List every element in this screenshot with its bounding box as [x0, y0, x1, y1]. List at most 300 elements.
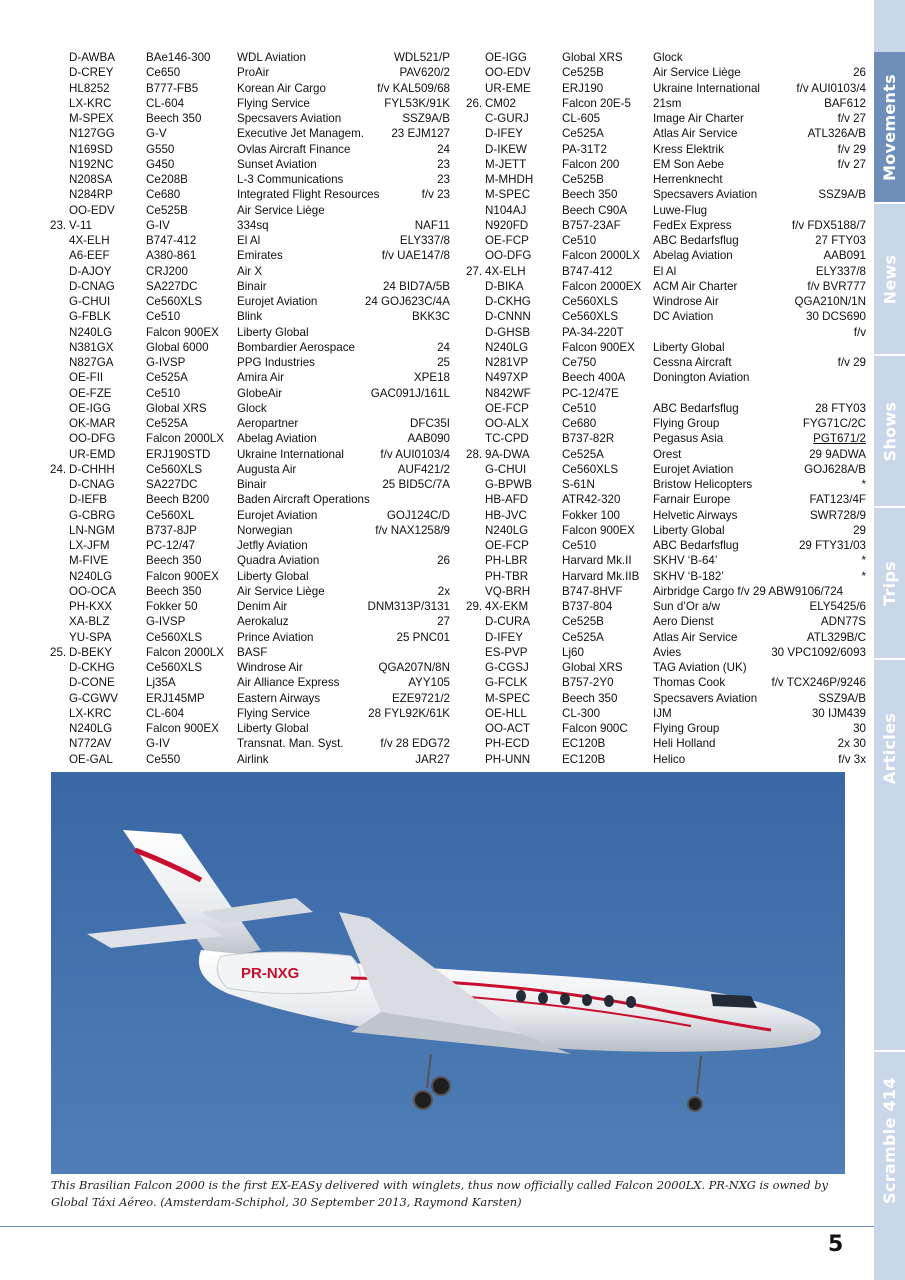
movement-registration: PH-LBR — [485, 554, 528, 568]
movement-aircraft-type: CL-604 — [146, 706, 185, 720]
movement-aircraft-type: Falcon 2000EX — [562, 279, 642, 293]
movement-operator: Luwe-Flug — [653, 203, 708, 217]
movement-operator: El Al — [237, 234, 261, 247]
movement-aircraft-type: Ce560XLS — [562, 295, 619, 308]
movement-flight-info: 27 — [437, 615, 450, 629]
movement-operator: Farnair Europe — [653, 493, 731, 507]
movement-registration: VQ-BRH — [485, 584, 531, 598]
movement-operator: Binair — [237, 478, 267, 491]
movement-row — [50, 584, 450, 599]
movement-aircraft-type: SA227DC — [146, 279, 198, 293]
movement-flight-info: f/v — [853, 325, 866, 339]
movement-aircraft-type: PC-12/47E — [562, 386, 619, 400]
movement-operator: Sun d’Or a/w — [653, 600, 721, 613]
movement-registration: XA-BLZ — [69, 615, 110, 629]
movement-row — [50, 325, 450, 340]
movement-operator: Flying Service — [237, 96, 310, 110]
movement-registration: N920FD — [485, 218, 529, 232]
movement-registration: D-CNAG — [69, 478, 115, 491]
movement-aircraft-type: B737-804 — [562, 600, 613, 613]
movement-registration: YU-SPA — [69, 630, 112, 644]
movement-row — [50, 248, 450, 263]
movement-registration: LX-JFM — [69, 539, 110, 552]
movement-flight-info: f/v TCX246P/9246 — [771, 676, 866, 690]
movement-flight-info: ELY5425/6 — [809, 600, 866, 613]
movement-row — [466, 401, 866, 416]
movement-registration: D-CKHG — [485, 295, 531, 308]
movement-registration: D-IEFB — [69, 493, 108, 507]
movement-operator: Baden Aircraft Operations — [237, 493, 370, 507]
movement-registration: D-CONE — [69, 676, 115, 690]
movement-aircraft-type: B737-8JP — [146, 523, 197, 537]
movement-row — [466, 645, 866, 660]
movement-flight-info: 23 — [437, 173, 450, 186]
movement-operator: PPG Industries — [237, 356, 315, 369]
movement-registration: HB-JVC — [485, 508, 527, 522]
movement-aircraft-type: Falcon 900EX — [562, 523, 635, 537]
movement-operator: Liberty Global — [237, 722, 309, 735]
movement-aircraft-type: Ce510 — [562, 401, 597, 415]
movement-flight-info: ELY337/8 — [815, 264, 866, 278]
movement-operator: TAG Aviation (UK) — [653, 661, 747, 674]
movement-operator: Ukraine International — [237, 447, 344, 461]
movement-operator: Eastern Airways — [237, 691, 321, 705]
movement-registration: M-MHDH — [485, 173, 534, 186]
movement-flight-info: SSZ9A/B — [818, 691, 866, 705]
movement-registration: N104AJ — [485, 203, 527, 217]
movement-flight-info: BKK3C — [411, 310, 450, 324]
movement-operator: Transnat. Man. Syst. — [237, 737, 344, 751]
movement-row — [50, 370, 450, 385]
movement-operator: Air Alliance Express — [237, 676, 340, 690]
movement-row — [466, 599, 866, 614]
movement-registration: D-CNAG — [69, 279, 115, 293]
movement-aircraft-type: Ce525A — [562, 447, 604, 461]
movement-flight-info: PGT671/2 — [813, 432, 866, 446]
movement-aircraft-type: G550 — [146, 142, 175, 156]
movement-row — [50, 645, 450, 660]
movement-row — [466, 721, 866, 736]
movement-operator: Pegasus Asia — [653, 432, 724, 446]
movement-operator: Glock — [237, 401, 267, 415]
movement-row — [466, 706, 866, 721]
movement-flight-info: ELY337/8 — [399, 234, 450, 247]
movement-row — [466, 584, 866, 599]
movement-operator: Herrenknecht — [653, 173, 723, 186]
movement-flight-info: 2x 30 — [837, 737, 866, 751]
movement-aircraft-type: Ce560XL — [146, 508, 195, 522]
movement-registration: N842WF — [485, 386, 531, 400]
movement-operator: Aero Dienst — [653, 615, 714, 629]
movement-registration: OE-IGG — [69, 401, 111, 415]
movement-aircraft-type: Ce560XLS — [562, 462, 619, 476]
movement-operator: Bombardier Aerospace — [237, 340, 355, 354]
movement-registration: N240LG — [69, 722, 113, 735]
movement-registration: HB-AFD — [485, 493, 529, 507]
movement-flight-info: 30 — [853, 722, 866, 735]
movement-operator: Denim Air — [237, 600, 288, 613]
movement-registration: OE-FZE — [69, 386, 112, 400]
movement-operator: Helico — [653, 752, 686, 766]
movement-row — [466, 111, 866, 126]
movement-aircraft-type: CL-604 — [146, 96, 185, 110]
movement-aircraft-type: G-V — [146, 127, 167, 141]
movement-registration: M-SPEX — [69, 112, 114, 125]
movement-operator: Windrose Air — [653, 295, 719, 308]
movement-registration: M-FIVE — [69, 554, 109, 568]
movement-operator: Flying Group — [653, 417, 720, 430]
movement-operator: Executive Jet Managem. — [237, 127, 364, 141]
movement-row — [466, 172, 866, 187]
movement-row — [50, 126, 450, 141]
movement-registration: UR-EME — [485, 81, 531, 95]
movement-row — [50, 218, 450, 233]
movement-operator: Windrose Air — [237, 661, 303, 674]
movement-registration: N827GA — [69, 356, 114, 369]
movement-row — [466, 294, 866, 309]
movement-operator: IJM — [653, 706, 672, 720]
movement-operator: El Al — [653, 264, 677, 278]
movement-operator: Air Service Liège — [237, 584, 325, 598]
movement-registration: N192NC — [69, 157, 114, 171]
movement-registration: D-CURA — [485, 615, 531, 629]
movement-operator: Bristow Helicopters — [653, 478, 753, 491]
movement-date: 26. — [466, 96, 483, 110]
movement-flight-info: * — [861, 569, 866, 583]
movement-operator: Norwegian — [237, 523, 293, 537]
movement-operator: ABC Bedarfsflug — [653, 234, 739, 247]
movement-flight-info: 25 — [437, 356, 450, 369]
movement-row — [50, 691, 450, 706]
movement-operator: SKHV ‘B-182’ — [653, 569, 724, 583]
movement-registration: PH-KXX — [69, 600, 113, 613]
movement-operator: Eurojet Aviation — [237, 508, 318, 522]
movement-aircraft-type: G-IV — [146, 218, 170, 232]
movement-aircraft-type: Ce510 — [146, 310, 181, 324]
movement-operator: Liberty Global — [237, 325, 309, 339]
movement-aircraft-type: Beech 350 — [562, 691, 618, 705]
movement-row — [466, 660, 866, 675]
movement-flight-info: f/v 29 — [837, 356, 866, 369]
movement-aircraft-type: Ce208B — [146, 173, 188, 186]
movement-row — [50, 630, 450, 645]
movement-aircraft-type: Ce560XLS — [146, 295, 203, 308]
movement-row — [50, 614, 450, 629]
tab-trips[interactable]: Trips — [880, 560, 900, 606]
movement-flight-info: 25 PNC01 — [396, 630, 450, 644]
movement-aircraft-type: G450 — [146, 157, 175, 171]
movement-operator: Ukraine International — [653, 81, 760, 95]
movement-flight-info: f/v NAX1258/9 — [375, 523, 450, 537]
movement-flight-info: f/v 23 — [421, 188, 450, 202]
movement-row — [50, 264, 450, 279]
movement-row — [466, 447, 866, 462]
movement-registration: G-FCLK — [485, 676, 528, 690]
tab-articles[interactable]: Articles — [880, 712, 899, 784]
movement-aircraft-type: G-IVSP — [146, 356, 186, 369]
movement-row — [466, 752, 866, 767]
tab-news[interactable]: News — [880, 254, 899, 304]
movement-aircraft-type: B737-82R — [562, 432, 615, 446]
movement-aircraft-type: Falcon 900C — [562, 722, 628, 735]
movement-row — [466, 431, 866, 446]
movement-flight-info: * — [861, 478, 866, 491]
movement-row — [466, 340, 866, 355]
movement-flight-info: 23 EJM127 — [391, 127, 450, 141]
movement-flight-info: f/v KAL509/68 — [377, 81, 450, 95]
movement-row — [50, 172, 450, 187]
movement-registration: N169SD — [69, 142, 113, 156]
movement-aircraft-type: Ce750 — [562, 356, 597, 369]
movement-row — [466, 553, 866, 568]
movement-flight-info: 24 BID7A/5B — [382, 279, 450, 293]
movement-registration: N240LG — [485, 523, 529, 537]
movement-operator: Heli Holland — [653, 737, 716, 751]
movement-flight-info: QGA210N/1N — [794, 295, 866, 308]
movement-flight-info: f/v BVR777 — [807, 279, 866, 293]
movement-aircraft-type: Ce525A — [146, 417, 188, 430]
movement-aircraft-type: Ce525B — [562, 173, 604, 186]
movement-flight-info: f/v UAE147/8 — [381, 249, 450, 263]
movement-aircraft-type: A380-861 — [146, 249, 197, 263]
movement-operator: Abelag Aviation — [653, 249, 733, 263]
movement-flight-info: AAB090 — [407, 432, 450, 446]
movement-flight-info: QGA207N/8N — [378, 661, 450, 674]
movement-operator: Flying Service — [237, 706, 310, 720]
movement-aircraft-type: Ce510 — [562, 234, 597, 247]
movement-operator: FedEx Express — [653, 218, 732, 232]
movement-row — [466, 187, 866, 202]
movement-operator: Kress Elektrik — [653, 142, 724, 156]
movement-registration: OO-ALX — [485, 417, 529, 430]
movement-aircraft-type: BAe146-300 — [146, 51, 211, 64]
movement-flight-info: FAT123/4F — [809, 493, 866, 507]
movement-row — [50, 431, 450, 446]
movement-registration: OE-IGG — [485, 51, 527, 64]
movement-registration: D-BEKY — [69, 645, 113, 659]
movement-date: 25. — [50, 645, 67, 659]
movement-aircraft-type: Harvard Mk.IIB — [562, 569, 640, 583]
movement-flight-info: f/v 27 — [837, 157, 866, 171]
movement-aircraft-type: Ce680 — [562, 417, 597, 430]
movement-aircraft-type: SA227DC — [146, 478, 198, 491]
movement-row — [50, 340, 450, 355]
movement-registration: N240LG — [485, 340, 529, 354]
movement-row — [50, 447, 450, 462]
movement-flight-info: FYL53K/91K — [384, 96, 450, 110]
movement-date: 23. — [50, 218, 67, 232]
movement-registration: HL8252 — [69, 81, 110, 95]
movement-row — [466, 355, 866, 370]
movement-registration: N240LG — [69, 325, 113, 339]
movement-operator: GlobeAir — [237, 386, 283, 400]
movement-row — [466, 462, 866, 477]
movement-registration: OE-FCP — [485, 401, 529, 415]
tab-shows[interactable]: Shows — [880, 401, 899, 461]
movement-flight-info: 28 FTY03 — [815, 401, 866, 415]
movement-flight-info: f/v 29 — [837, 142, 866, 156]
movement-aircraft-type: Beech C90A — [562, 203, 628, 217]
movement-operator: Emirates — [237, 249, 283, 263]
movement-registration: G-FBLK — [69, 310, 111, 324]
movement-row — [50, 675, 450, 690]
movement-row — [466, 157, 866, 172]
movement-registration: N497XP — [485, 371, 529, 385]
page-number: 5 — [828, 1232, 844, 1257]
movement-operator: Image Air Charter — [653, 112, 744, 125]
movement-registration: OO-DFG — [69, 432, 116, 446]
movement-registration: PH-ECD — [485, 737, 530, 751]
tab-scramble-414[interactable]: Scramble 414 — [880, 1076, 900, 1204]
movement-registration: N281VP — [485, 356, 529, 369]
movement-flight-info: SSZ9A/B — [402, 112, 450, 125]
movement-row — [50, 508, 450, 523]
movement-operator: EM Son Aebe — [653, 157, 724, 171]
movement-operator: Air Service Liège — [653, 66, 741, 80]
movement-flight-info: AAB091 — [823, 249, 866, 263]
section-tabs — [874, 0, 905, 1280]
movement-flight-info: DFC35I — [410, 417, 450, 430]
movement-flight-info: GOJ124C/D — [386, 508, 450, 522]
movement-row — [466, 248, 866, 263]
movement-row — [50, 187, 450, 202]
movement-registration: D-CHHH — [69, 462, 115, 476]
movement-operator: Specsavers Aviation — [653, 188, 758, 202]
movement-operator: Airbridge Cargo f/v 29 ABW9106/724 — [653, 584, 844, 598]
movement-operator: Quadra Aviation — [237, 554, 320, 568]
movement-row — [466, 691, 866, 706]
movement-aircraft-type: Falcon 900EX — [146, 722, 219, 735]
movement-flight-info: AUF421/2 — [397, 462, 450, 476]
movement-row — [466, 370, 866, 385]
movement-row — [466, 142, 866, 157]
movement-registration: G-BPWB — [485, 478, 533, 491]
movement-row — [50, 203, 450, 218]
movement-aircraft-type: S-61N — [562, 478, 595, 491]
movement-row — [466, 218, 866, 233]
movement-operator: Air X — [237, 264, 263, 278]
movement-flight-info: DNM313P/3131 — [367, 600, 450, 613]
movement-operator: Augusta Air — [237, 462, 297, 476]
movement-registration: 4X-ELH — [69, 234, 110, 247]
movement-aircraft-type: Falcon 2000LX — [146, 432, 224, 446]
movement-operator: Air Service Liège — [237, 203, 325, 217]
movement-aircraft-type: B747-412 — [146, 234, 197, 247]
movement-registration: N127GG — [69, 127, 115, 141]
movement-flight-info: 26 — [853, 66, 866, 80]
movement-operator: Atlas Air Service — [653, 127, 738, 141]
movement-flight-info: 27 FTY03 — [815, 234, 866, 247]
movement-aircraft-type: ERJ190STD — [146, 447, 211, 461]
movement-flight-info: 29 FTY31/03 — [798, 539, 866, 552]
movement-flight-info: 24 — [437, 340, 450, 354]
movement-operator: Blink — [237, 310, 263, 324]
movement-aircraft-type: ERJ145MP — [146, 691, 205, 705]
movement-aircraft-type: B757-23AF — [562, 218, 621, 232]
tab-movements[interactable]: Movements — [874, 52, 905, 202]
movement-aircraft-type: Ce680 — [146, 188, 181, 202]
movement-registration: D-AWBA — [69, 51, 115, 64]
movement-aircraft-type: Ce525A — [562, 127, 604, 141]
movement-aircraft-type: Falcon 2000LX — [146, 645, 224, 659]
movement-registration: D-IFEY — [485, 127, 524, 141]
movement-aircraft-type: EC120B — [562, 752, 606, 766]
movement-row — [466, 325, 866, 340]
movement-aircraft-type: Global XRS — [562, 661, 623, 674]
movement-row — [466, 279, 866, 294]
movement-aircraft-type: Ce560XLS — [146, 462, 203, 476]
movement-aircraft-type: Ce550 — [146, 752, 181, 766]
movement-aircraft-type: Ce560XLS — [562, 310, 619, 324]
movement-registration: D-IFEY — [485, 630, 524, 644]
movement-aircraft-type: CL-300 — [562, 706, 601, 720]
movement-aircraft-type: Beech 400A — [562, 371, 626, 385]
movement-flight-info: ATL326A/B — [807, 127, 866, 141]
movement-row — [50, 706, 450, 721]
movement-flight-info: 2x — [437, 584, 450, 598]
movement-registration: UR-EMD — [69, 447, 116, 461]
movement-registration: LX-KRC — [69, 96, 112, 110]
movement-aircraft-type: Ce510 — [146, 386, 181, 400]
movement-aircraft-type: G-IVSP — [146, 615, 186, 629]
movement-row — [50, 569, 450, 584]
movement-flight-info: 23 — [437, 157, 450, 171]
movement-registration: OO-EDV — [69, 203, 115, 217]
movement-registration: 9A-DWA — [485, 447, 530, 461]
movement-flight-info: f/v 28 EDG72 — [380, 737, 450, 751]
movement-row — [466, 508, 866, 523]
movement-row — [466, 736, 866, 751]
movement-aircraft-type: Lj60 — [562, 645, 584, 659]
movement-aircraft-type: PA-34-220T — [562, 325, 624, 339]
movement-row — [466, 233, 866, 248]
movement-operator: Liberty Global — [237, 569, 309, 583]
movement-flight-info: 30 IJM439 — [811, 706, 866, 720]
movement-aircraft-type: Beech 350 — [562, 188, 618, 202]
movement-aircraft-type: CL-605 — [562, 112, 601, 125]
movement-aircraft-type: Beech B200 — [146, 493, 210, 507]
movement-row — [50, 157, 450, 172]
movement-aircraft-type: Ce560XLS — [146, 630, 203, 644]
movement-row — [50, 553, 450, 568]
movement-registration: TC-CPD — [485, 432, 529, 446]
movement-aircraft-type: G-IV — [146, 737, 170, 751]
movement-flight-info: 30 VPC1092/6093 — [771, 645, 866, 659]
movement-row — [50, 355, 450, 370]
movement-operator: ABC Bedarfsflug — [653, 401, 739, 415]
movement-registration: D-CREY — [69, 66, 114, 80]
movement-row — [50, 492, 450, 507]
movement-row — [50, 50, 450, 65]
movement-row — [466, 569, 866, 584]
movement-row — [466, 675, 866, 690]
movement-flight-info: * — [861, 554, 866, 568]
movement-flight-info: WDL521/P — [393, 51, 450, 64]
movement-operator: BASF — [237, 645, 268, 659]
movement-aircraft-type: B757-2Y0 — [562, 676, 614, 690]
movement-row — [466, 264, 866, 279]
movement-registration: G-CHUI — [485, 462, 527, 476]
movement-operator: ABC Bedarfsflug — [653, 539, 739, 552]
movement-registration: N284RP — [69, 188, 113, 202]
movement-registration: D-IKEW — [485, 142, 527, 156]
movement-aircraft-type: Global 6000 — [146, 340, 209, 354]
movement-operator: Avies — [653, 645, 682, 659]
movement-aircraft-type: Beech 350 — [146, 554, 202, 568]
movement-operator: Amira Air — [237, 371, 285, 385]
movement-row — [50, 233, 450, 248]
movement-flight-info: SSZ9A/B — [818, 188, 866, 202]
